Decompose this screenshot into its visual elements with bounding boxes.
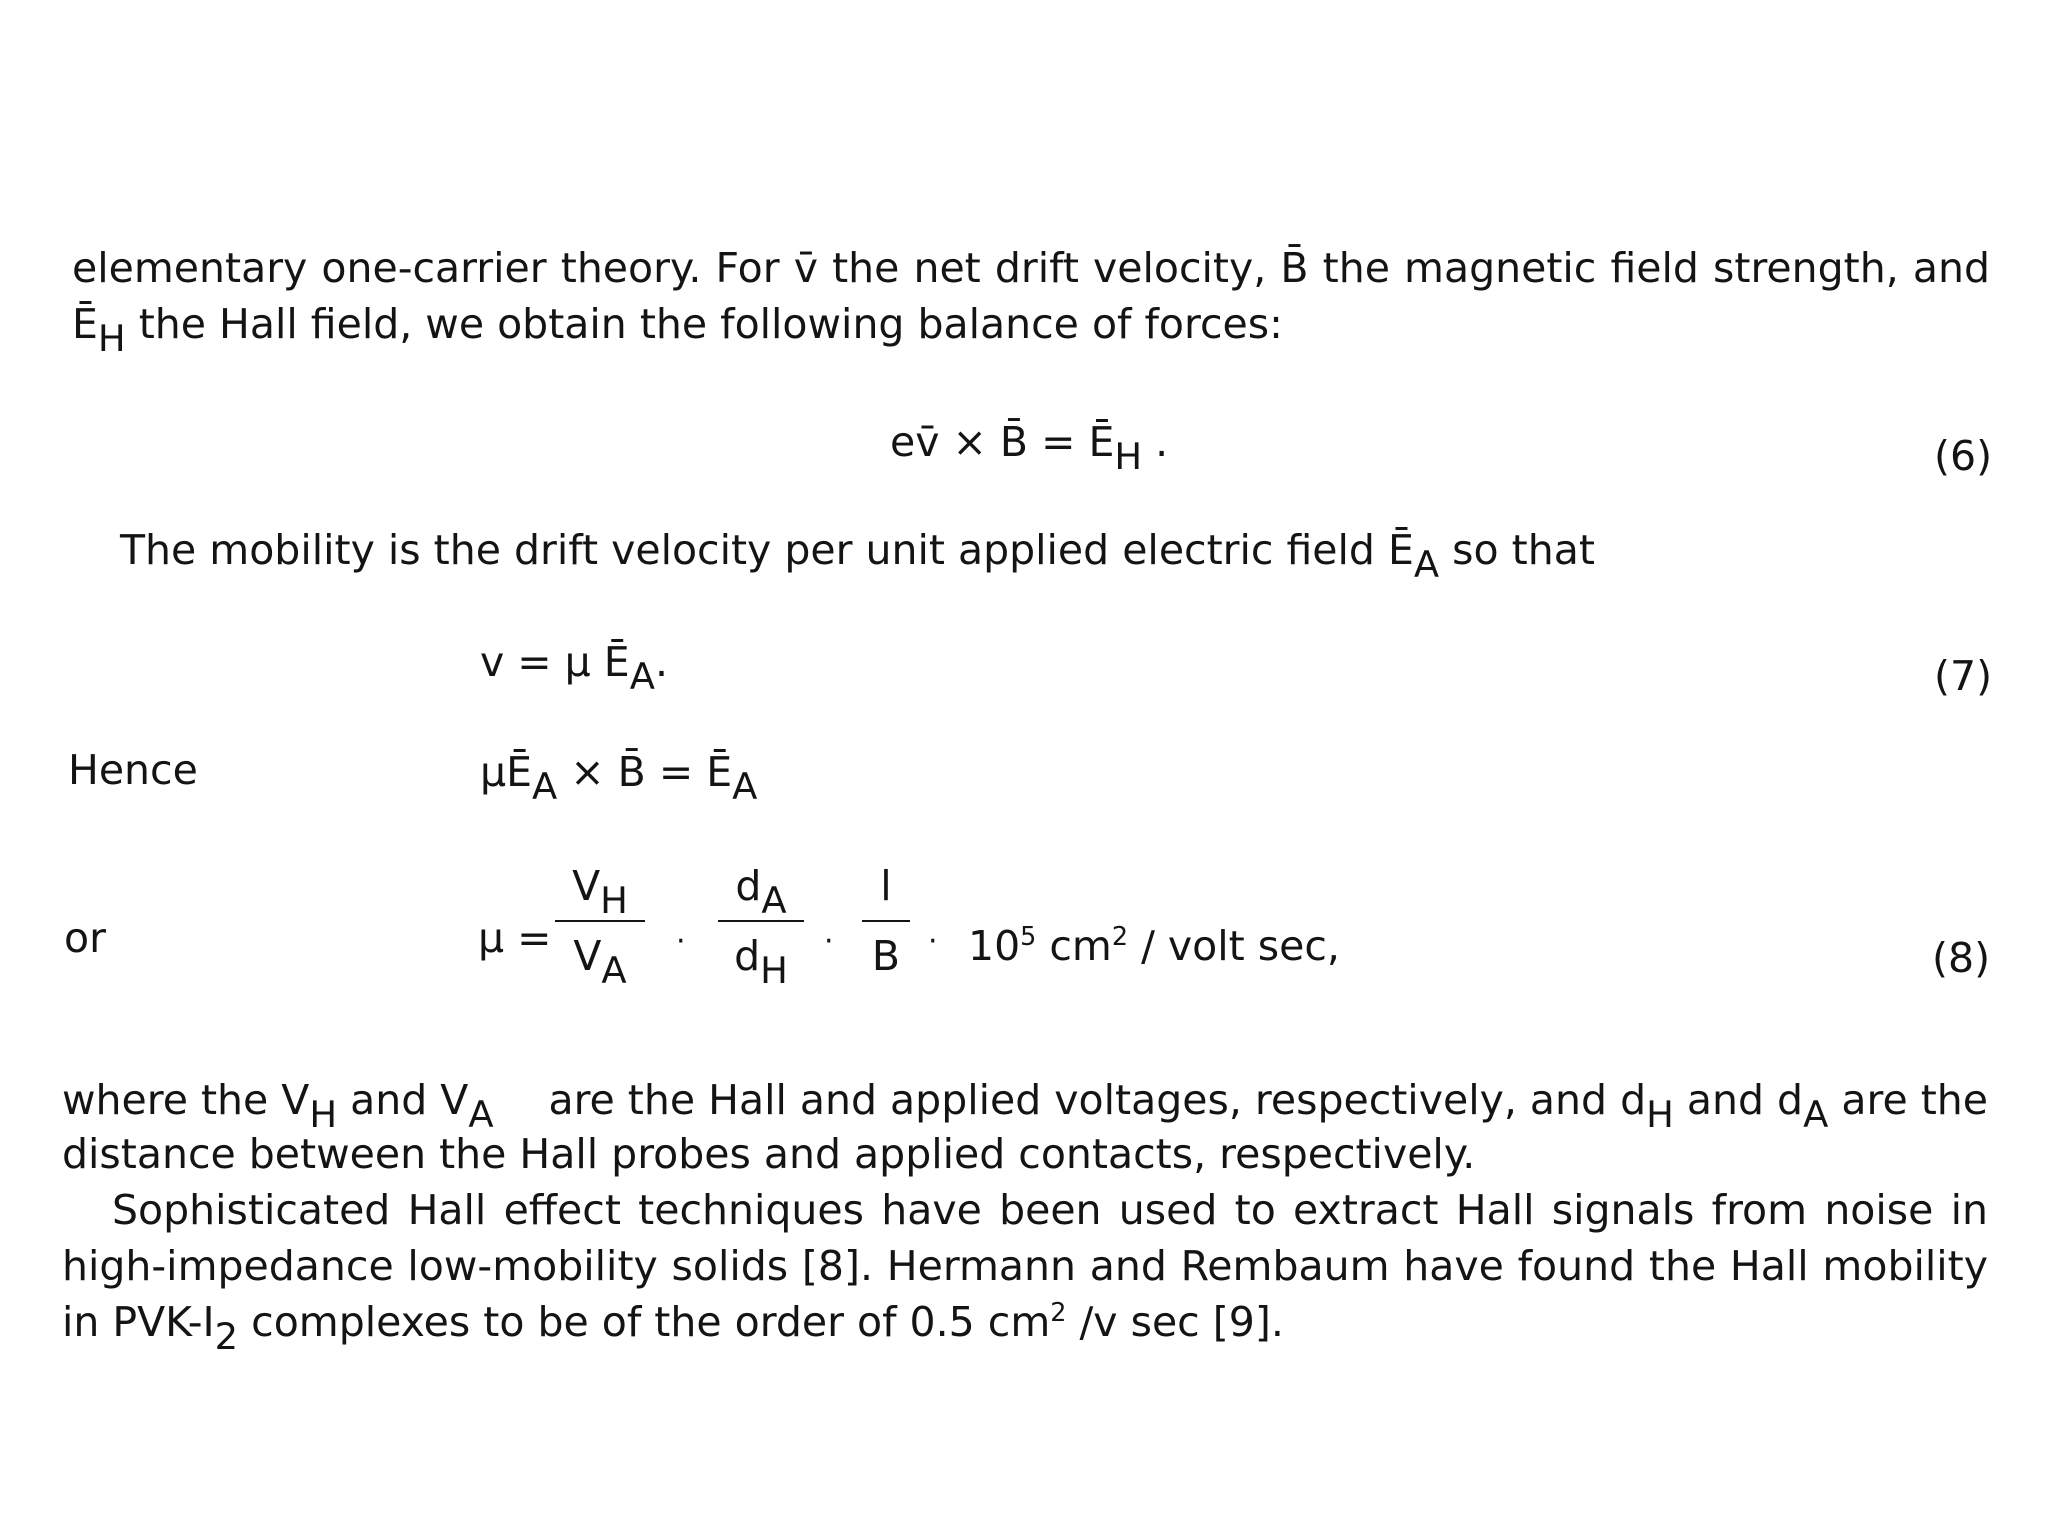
hence-subscript-2: A bbox=[732, 764, 758, 808]
equation-6-body: ev̄ × B̄ = Ē bbox=[890, 418, 1115, 466]
para2-text: The mobility is the drift velocity per unit applied electric field Ē bbox=[120, 526, 1414, 574]
fraction-vh-va bbox=[555, 862, 645, 992]
multiply-dot-3: · bbox=[928, 924, 938, 959]
equation-8-factor: $10^5$ $cm^2$ / volt sec, bbox=[968, 920, 1340, 970]
equation-7 bbox=[480, 638, 669, 698]
equation-6 bbox=[890, 418, 1169, 478]
equation-8-mu: μ = bbox=[478, 914, 552, 962]
equation-6-tail: . bbox=[1142, 418, 1169, 466]
equation-7-body: v = μ Ē bbox=[480, 638, 630, 686]
fraction-da-dh-denominator: dH bbox=[734, 932, 788, 992]
hall-field-symbol: Ē bbox=[72, 300, 98, 348]
hence-subscript-1: A bbox=[532, 764, 558, 808]
fraction-vh-va-numerator: VH bbox=[572, 862, 628, 922]
multiply-dot-1: · bbox=[676, 924, 686, 959]
equation-6-number: (6) bbox=[1934, 432, 1993, 480]
equation-7-subscript: A bbox=[629, 654, 655, 698]
fraction-bar bbox=[862, 920, 910, 922]
para2 bbox=[120, 526, 1595, 586]
hence-mid: × B̄ = Ē bbox=[557, 748, 733, 796]
para2-subscript: A bbox=[1413, 542, 1440, 586]
para1-line2 bbox=[72, 300, 1283, 360]
para3-line1: where the VH and VA are the Hall and applied voltages, respectively, and dH and dA are the bbox=[62, 1076, 1988, 1136]
fraction-l-b-numerator: l bbox=[880, 862, 892, 910]
multiply-dot-2: · bbox=[824, 924, 834, 959]
hence-label: Hence bbox=[68, 746, 198, 794]
fraction-vh-va-denominator: VA bbox=[573, 932, 627, 992]
or-label: or bbox=[64, 914, 106, 962]
hence-equation bbox=[480, 748, 758, 808]
fraction-da-dh bbox=[718, 862, 804, 992]
equation-8-number: (8) bbox=[1932, 934, 1991, 982]
para4-line1: Sophisticated Hall effect techniques have been used to extract Hall signals from noise in bbox=[112, 1186, 1988, 1234]
para3-line2: distance between the Hall probes and applied contacts, respectively. bbox=[62, 1130, 1476, 1178]
hall-field-subscript: H bbox=[97, 316, 126, 360]
para1-line1: elementary one-carrier theory. For v̄ the net drift velocity, B̄ the magnetic field strength, and bbox=[72, 244, 1990, 292]
equation-6-subscript: H bbox=[1114, 434, 1143, 478]
para2-tail: so that bbox=[1439, 526, 1595, 574]
para4-line3: in PVK-I2 complexes to be of the order of 0.5 $cm^2$ /v sec [9]. bbox=[62, 1296, 1284, 1358]
hence-lhs: μĒ bbox=[480, 748, 532, 796]
equation-7-number: (7) bbox=[1934, 652, 1993, 700]
fraction-l-b bbox=[862, 862, 910, 980]
fraction-da-dh-numerator: dA bbox=[735, 862, 787, 922]
fraction-l-b-denominator: B bbox=[871, 932, 901, 980]
para1-line2-text: the Hall field, we obtain the following balance of forces: bbox=[125, 300, 1283, 348]
equation-7-tail: . bbox=[654, 638, 669, 686]
para4-line2: high-impedance low-mobility solids [8]. Hermann and Rembaum have found the Hall mobility bbox=[62, 1242, 1988, 1290]
